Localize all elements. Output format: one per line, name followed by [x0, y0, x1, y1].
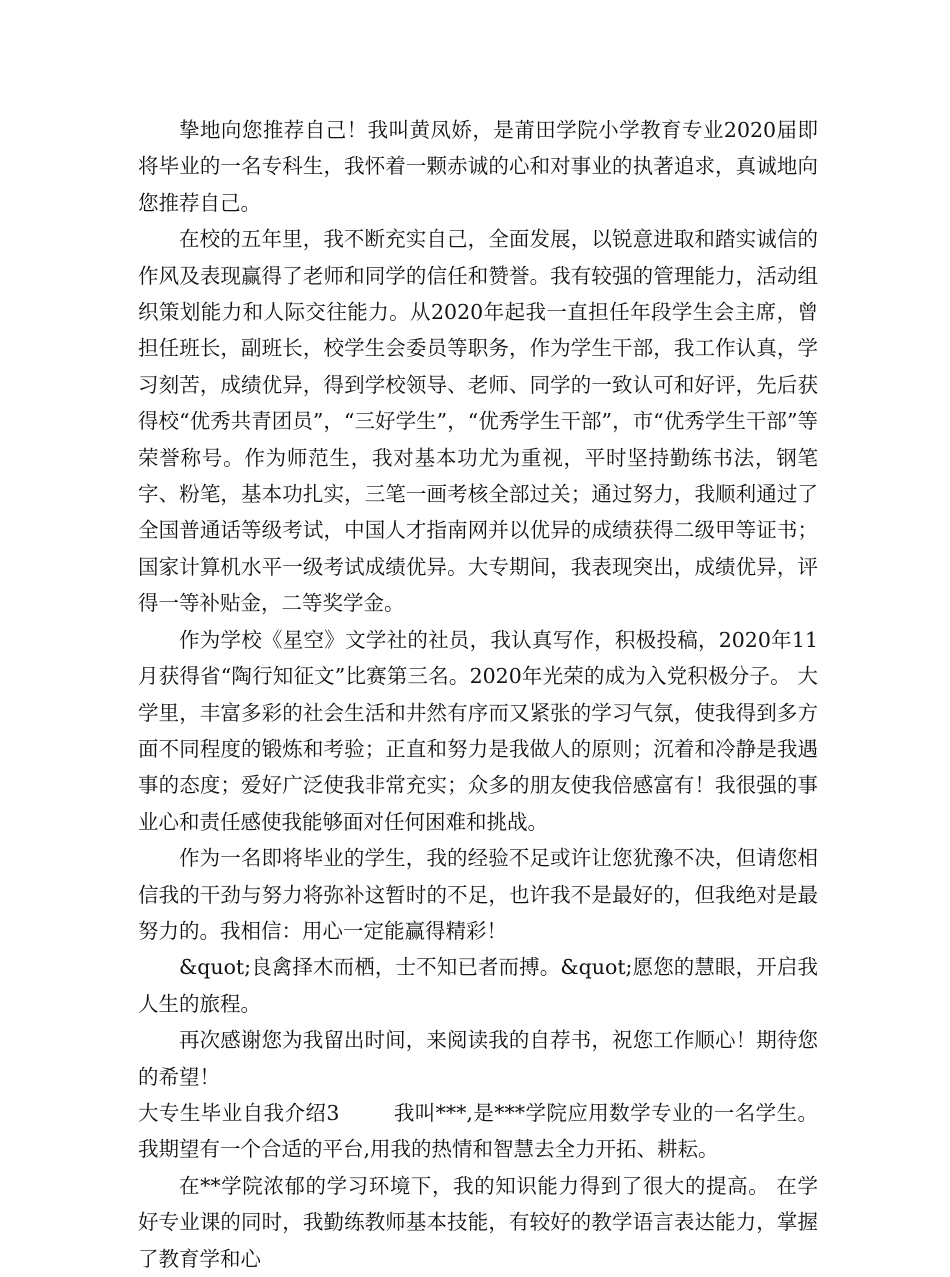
paragraph-school-years: 在校的五年里，我不断充实自己，全面发展，以锐意进取和踏实诚信的作风及表现赢得了老师和同学的信任和赞誉。我有较强的管理能力，活动组织策划能力和人际交往能力。从2020年起我一直担任年段学生会主席，曾担任班长，副班长，校学生会委员等职务，作为学生干部，我工作认真，学习刻苦，成绩优异，得到学校领导、老师、同学的一致认可和好评，先后获得校“优秀共青团员”，“三好学生”，“优秀学生干部”，市“优秀学生干部”等荣誉称号。作为师范生，我对基本功尤为重视，平时坚持勤练书法，钢笔字、粉笔，基本功扎实，三笔一画考核全部过关；通过努力，我顺利通过了全国普通话等级考试，中国人才指南网并以优异的成绩获得二级甲等证书；国家计算机水平一级考试成绩优异。大专期间，我表现突出，成绩优异，评得一等补贴金，二等奖学金。: [138, 227, 818, 616]
paragraph-intro-3: [138, 1095, 818, 1168]
paragraph-learning: 在**学院浓郁的学习环境下，我的知识能力得到了很大的提高。 在学好专业课的同时，我勤练教师基本技能，有较好的教学语言表达能力，掌握了教育学和心: [138, 1173, 818, 1271]
paragraph-intro: 挚地向您推荐自己！我叫黄凤娇，是莆田学院小学教育专业2020届即将毕业的一名专科生，我怀着一颗赤诚的心和对事业的执著追求，真诚地向您推荐自己。: [138, 118, 818, 215]
paragraph-quote: &quot;良禽择木而栖，士不知已者而搏。&quot;愿您的慧眼，开启我人生的旅程。: [138, 955, 818, 1016]
paragraph-literature-club: 作为学校《星空》文学社的社员，我认真写作，积极投稿，2020年11月获得省“陶行知征文”比赛第三名。2020年光荣的成为入党积极分子。 大学里，丰富多彩的社会生活和井然有序而又紧张的学习气氛，使我得到多方面不同程度的锻炼和考验；正直和努力是我做人的原则；沉着和冷静是我遇事的态度；爱好广泛使我非常充实；众多的朋友使我倍感富有！我很强的事业心和责任感使我能够面对任何困难和挑战。: [138, 627, 818, 834]
document-body: [138, 112, 818, 1277]
paragraph-graduate: 作为一名即将毕业的学生，我的经验不足或许让您犹豫不决，但请您相信我的干劲与努力将弥补这暂时的不足，也许我不是最好的，但我绝对是最努力的。我相信：用心一定能赢得精彩！: [138, 846, 818, 943]
paragraph-thanks: 再次感谢您为我留出时间，来阅读我的自荐书，祝您工作顺心！期待您的希望！: [138, 1028, 818, 1089]
section-text: 我叫***,是***学院应用数学专业的一名学生。我期望有一个合适的平台,用我的热情和智慧去全力开拓、耕耘。: [138, 1100, 819, 1162]
section-title: 大专生毕业自我介绍3: [138, 1100, 340, 1125]
